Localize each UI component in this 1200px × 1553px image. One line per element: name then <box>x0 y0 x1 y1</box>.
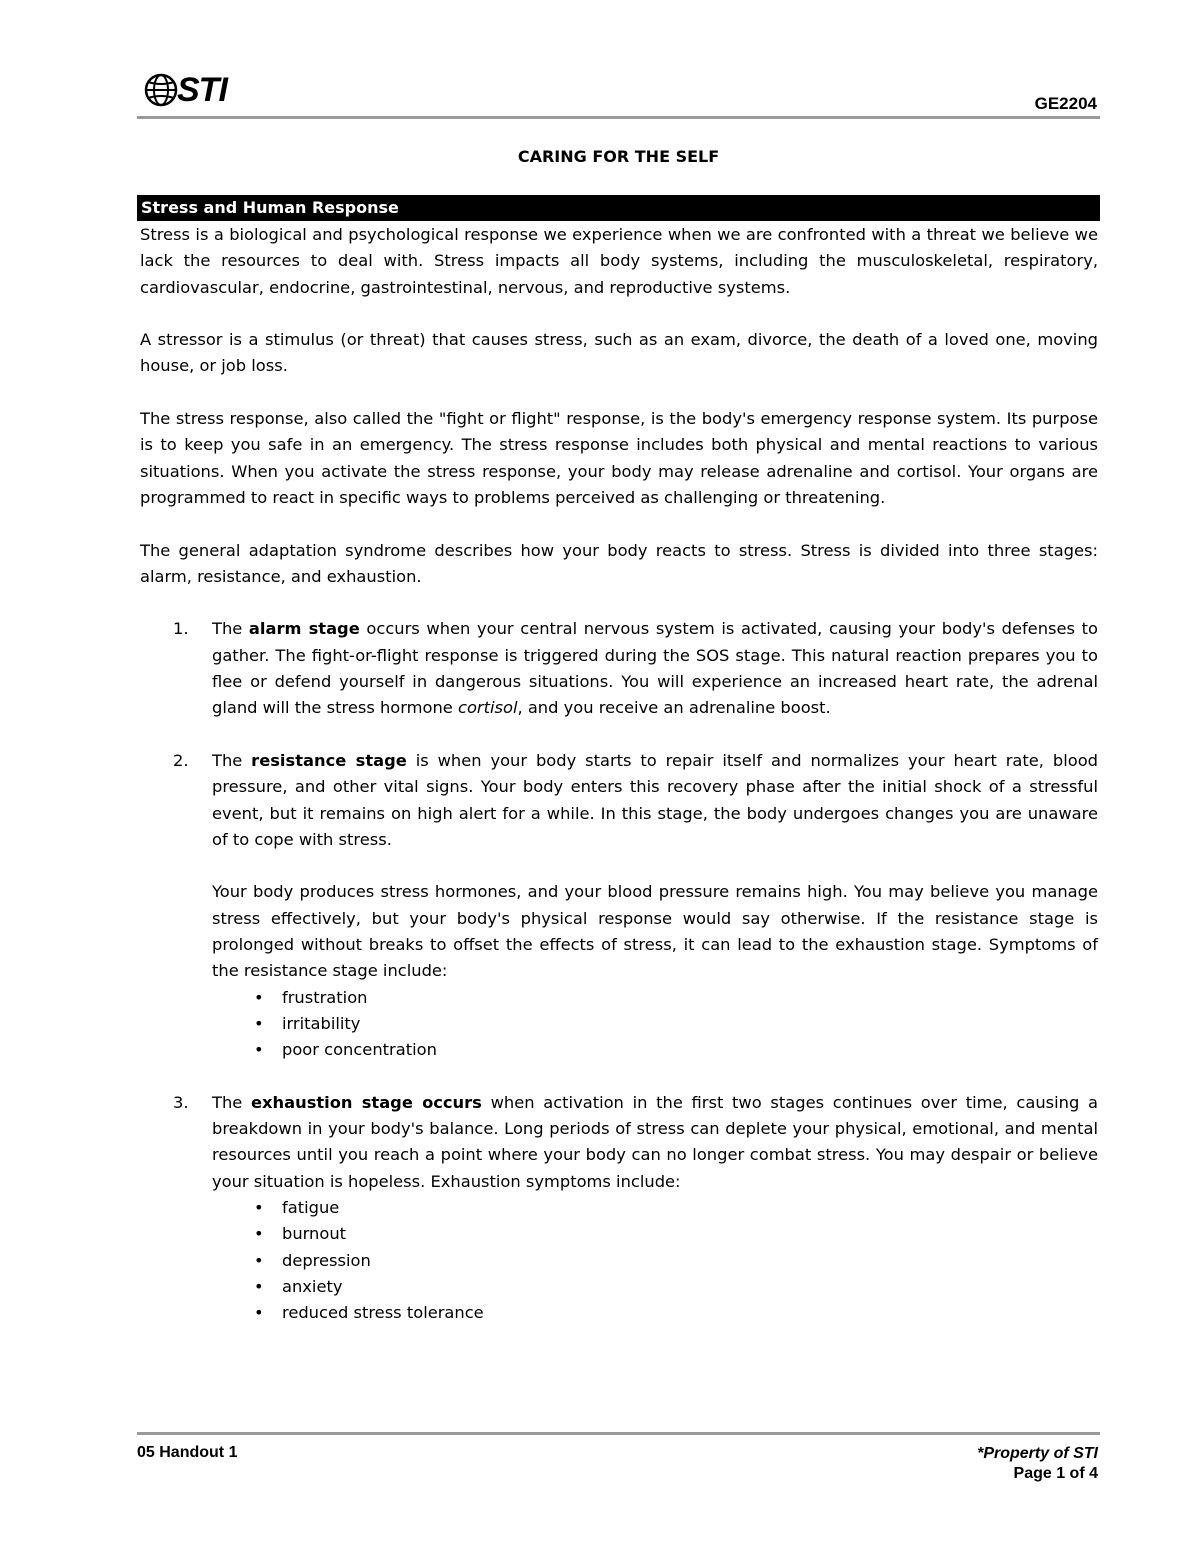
list-number: 2. <box>173 750 189 770</box>
sti-logo <box>143 70 227 110</box>
stage-description-continued: Your body produces stress hormones, and your blood pressure remains high. You may believe you manage stress effectively, but your body's physical response would say otherwise. If the resistance stage is prolonged without breaks to offset the effects of stress, it can lead to the exhaustion stage. Symptoms of the resistance stage include: <box>212 882 1098 981</box>
symptom-list <box>212 1195 1098 1326</box>
paragraph: The general adaptation syndrome describes how your body reacts to stress. Stress is divided into three stages: alarm, resistance, and exhaustion. <box>140 540 1098 586</box>
section-heading: Stress and Human Response <box>137 195 1100 221</box>
list-item <box>140 616 1098 721</box>
symptom-item: • burnout <box>212 1221 1098 1247</box>
footer-right <box>977 1444 1098 1484</box>
stage-name: alarm stage <box>248 619 360 639</box>
italic-term: cortisol <box>458 698 518 718</box>
header-divider <box>137 116 1100 119</box>
stage-description: The exhaustion stage occurs when activation in the first two stages continues over time, causing a breakdown in your body's balance. Long periods of stress can deplete your physical, emotional, and mental resources until you reach a point where your body can no longer combat stress. You may despair or believe your situation is hopeless. Exhaustion symptoms include: <box>212 1092 1098 1191</box>
stage-name: exhaustion stage occurs <box>250 1092 482 1112</box>
globe-icon <box>143 72 179 108</box>
course-code: GE2204 <box>1034 94 1097 113</box>
paragraph: A stressor is a stimulus (or threat) that causes stress, such as an exam, divorce, the death of a loved one, moving house, or job loss. <box>140 330 1098 376</box>
symptom-item: • irritability <box>212 1011 1098 1037</box>
list-item <box>140 748 1098 1064</box>
symptom-item: • poor concentration <box>212 1037 1098 1063</box>
stage-description: The alarm stage occurs when your central nervous system is activated, causing your body's defenses to gather. The fight-or-flight response is triggered during the SOS stage. This natural reaction prepares you to flee or defend yourself in dangerous situations. You will experience an increased heart rate, the adrenal gland will the stress hormone cortisol, and you receive an adrenaline boost. <box>212 619 1098 718</box>
symptom-item: • depression <box>212 1248 1098 1274</box>
stage-description: The resistance stage is when your body starts to repair itself and normalizes your heart rate, blood pressure, and other vital signs. Your body enters this recovery phase after the initial shock of a stressful event, but it remains on high alert for a while. In this stage, the body undergoes changes you are unaware of to cope with stress. <box>212 750 1098 849</box>
stage-name: resistance stage <box>251 750 407 770</box>
symptom-item: • anxiety <box>212 1274 1098 1300</box>
paragraph: Stress is a biological and psychological response we experience when we are confronted with a threat we believe we lack the resources to deal with. Stress impacts all body systems, including the musculoskeletal, respiratory, cardiovascular, endocrine, gastrointestinal, nervous, and reproductive systems. <box>140 225 1098 297</box>
list-number: 1. <box>173 619 189 639</box>
symptom-list <box>212 985 1098 1064</box>
stages-list <box>140 616 1098 1326</box>
list-item <box>140 1090 1098 1327</box>
footer-divider <box>137 1432 1100 1435</box>
symptom-item: • frustration <box>212 985 1098 1011</box>
handout-label: 05 Handout 1 <box>137 1444 238 1461</box>
paragraph: The stress response, also called the "fight or flight" response, is the body's emergency response system. Its purpose is to keep you safe in an emergency. The stress response includes both physical and mental reactions to various situations. When you activate the stress response, your body may release adrenaline and cortisol. Your organs are programmed to react in specific ways to problems perceived as challenging or threatening. <box>140 409 1098 507</box>
document-title: CARING FOR THE SELF <box>517 147 720 166</box>
logo-text: STI <box>177 71 227 109</box>
symptom-item: • fatigue <box>212 1195 1098 1221</box>
document-body <box>140 222 1098 1353</box>
list-number: 3. <box>173 1092 189 1112</box>
symptom-item: • reduced stress tolerance <box>212 1300 1098 1326</box>
page-number: Page 1 of 4 <box>1013 1465 1098 1482</box>
property-notice: *Property of STI <box>977 1445 1098 1462</box>
